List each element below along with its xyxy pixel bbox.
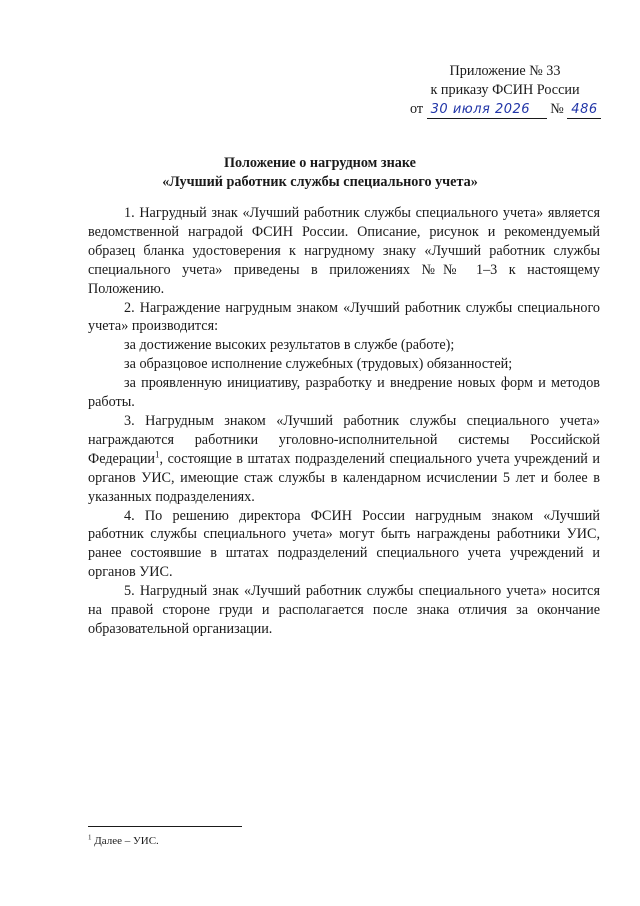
footnote xyxy=(88,834,159,848)
paragraph-5: 5. Нагрудный знак «Лучший работник службы специального учета» носится на правой стороне груди и располагается после знака отличия за окончание образовательной организации. xyxy=(88,583,600,637)
paragraph-2-item-b: за образцовое исполнение служебных (трудовых) обязанностей; xyxy=(124,356,513,373)
footnote-ref: 1 xyxy=(155,449,160,460)
footnote-divider xyxy=(88,826,242,827)
appendix-number: Приложение № 33 xyxy=(449,63,561,79)
paragraph-2-item-c: за проявленную инициативу, разработку и внедрение новых форм и методов работы. xyxy=(88,375,600,411)
handwritten-date: 30 июля 2026 xyxy=(427,101,547,119)
appendix-header xyxy=(400,62,610,119)
footnote-text: Далее – УИС. xyxy=(91,835,159,847)
title-line-2: «Лучший работник службы специального учета» xyxy=(162,174,478,190)
appendix-order-ref: к приказу ФСИН России xyxy=(430,82,580,98)
from-label: от xyxy=(410,101,424,117)
paragraph-3-text-a: 3. Нагрудным знаком «Лучший работник службы специального учета» награждаются работники уголовно-исполнительной системы Российской Федерации xyxy=(88,412,600,467)
paragraph-1: 1. Нагрудный знак «Лучший работник службы специального учета» является ведомственной наградой ФСИН России. Описание, рисунок и рекомендуемый образец бланка удостоверения к нагрудному знаку «Лучший работник службы специального учета» приведены в приложениях №№ 1–3 к настоящему Положению. xyxy=(88,205,600,297)
document-title xyxy=(88,154,552,192)
appendix-date-line xyxy=(400,100,610,119)
title-line-1: Положение о нагрудном знаке xyxy=(224,155,416,171)
paragraph-3 xyxy=(88,412,600,507)
number-label: № xyxy=(550,101,564,117)
paragraph-2: 2. Награждение нагрудным знаком «Лучший работник службы специального учета» производится: xyxy=(88,299,600,335)
footnote-mark: 1 xyxy=(88,833,92,842)
document-body xyxy=(88,204,600,639)
paragraph-3-text-b: , состоящие в штатах подразделений специального учета учреждений и органов УИС, имеющие стаж службы в календарном исчислении 5 лет и более в указанных подразделениях. xyxy=(88,450,600,505)
paragraph-2-item-a: за достижение высоких результатов в службе (работе); xyxy=(124,337,455,354)
handwritten-number: 486 xyxy=(567,101,601,119)
paragraph-4: 4. По решению директора ФСИН России нагрудным знаком «Лучший работник службы специального учета» могут быть награждены работники УИС, ранее состоявшие в штатах подразделений специального учета учреждений и органов УИС. xyxy=(88,507,600,581)
